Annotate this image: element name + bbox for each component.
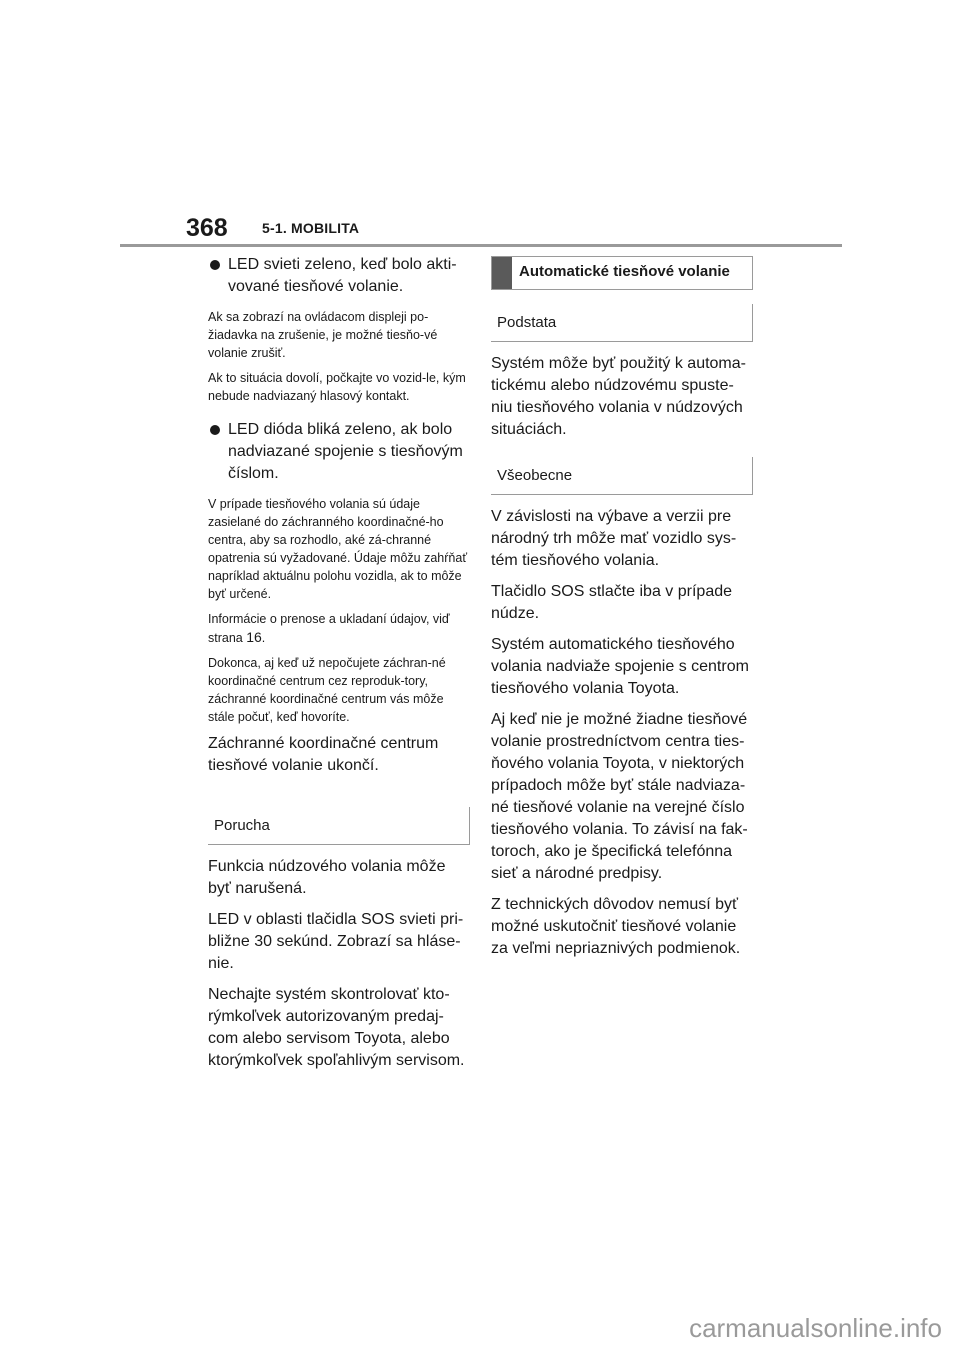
subheading-porucha: Porucha	[208, 807, 470, 845]
page-number: 368	[186, 214, 228, 242]
section-title: 5-1. MOBILITA	[262, 220, 360, 236]
paragraph: Tlačidlo SOS stlačte iba v prípade núdze.	[491, 583, 733, 622]
paragraph: Systém môže byť použitý k automa-tickému alebo núdzovému spuste-niu tiesňového volania v núdzových situáciách.	[491, 355, 746, 438]
page-ref-end: .	[261, 631, 266, 645]
heading-block-marker	[492, 257, 512, 289]
subheading-podstata: Podstata	[491, 304, 753, 342]
page-ref-link[interactable]: 16	[246, 629, 262, 645]
paragraph-page-ref	[208, 610, 470, 647]
paragraph: Nechajte systém skontrolovať kto-rýmkoľvek autorizovaným predaj-com alebo servisom Toyota, alebo ktorýmkoľvek spoľahlivým servisom.	[208, 986, 465, 1069]
bullet-dot-icon	[210, 425, 220, 435]
paragraph: Systém automatického tiesňového volania nadviaže spojenie s centrom tiesňového volania Toyota.	[491, 636, 749, 697]
paragraph: V závislosti na výbave a verzii pre národný trh môže mať vozidlo sys-tém tiesňového volania.	[491, 508, 737, 569]
section-heading-automatic-emergency-call	[491, 256, 753, 290]
left-column	[208, 254, 470, 1081]
paragraph: Ak sa zobrazí na ovládacom displeji po-žiadavka na zrušenie, je možné tiesňo-vé volanie zrušiť.	[208, 310, 438, 360]
paragraph: V prípade tiesňového volania sú údaje zasielané do záchranného koordinačné-ho centra, aby sa rozhodlo, aké zá-chranné opatrenia sú vyžadované. Údaje môžu zahŕňať napríklad aktuálnu polohu vozidla, ak to môže byť určené.	[208, 497, 468, 601]
right-column	[491, 254, 753, 969]
bullet-led-blink	[208, 419, 470, 485]
subheading-vseobecne: Všeobecne	[491, 457, 753, 495]
paragraph: Z technických dôvodov nemusí byť možné uskutočniť tiesňové volanie za veľmi nepriaznivých podmienok.	[491, 896, 741, 957]
paragraph: Dokonca, aj keď už nepočujete záchran-né koordinačné centrum cez reproduk-tory, záchranné koordinačné centrum vás môže stále počuť, keď hovoríte.	[208, 656, 446, 724]
bullet-led-green	[208, 254, 470, 298]
paragraph: Ak to situácia dovolí, počkajte vo vozid-le, kým nebude nadviazaný hlasový kontakt.	[208, 371, 466, 403]
paragraph: Funkcia núdzového volania môže byť narušená.	[208, 858, 446, 897]
paragraph: LED v oblasti tlačidla SOS svieti pri-bližne 30 sekúnd. Zobrazí sa hláse-nie.	[208, 911, 464, 972]
bullet-text: LED svieti zeleno, keď bolo akti-vované tiesňové volanie.	[228, 256, 457, 295]
bullet-text: LED dióda bliká zeleno, ak bolo nadviazané spojenie s tiesňovým číslom.	[228, 421, 463, 482]
paragraph: Aj keď nie je možné žiadne tiesňové volanie prostredníctvom centra ties-ňového volania Toyota, v niektorých prípadoch môže byť stále nadviaza-né tiesňové volanie na verejné číslo tiesňového volania. To závisí na fak-toroch, ako je špecifická telefónna sieť a národné predpisy.	[491, 711, 748, 882]
section-heading-label: Automatické tiesňové volanie	[519, 263, 730, 280]
paragraph: Záchranné koordinačné centrum tiesňové volanie ukončí.	[208, 735, 439, 774]
bullet-dot-icon	[210, 260, 220, 270]
header-divider	[120, 244, 842, 247]
watermark: carmanualsonline.info	[689, 1313, 942, 1343]
page-ref-text: Informácie o prenose a ukladaní údajov, viď strana	[208, 612, 450, 645]
